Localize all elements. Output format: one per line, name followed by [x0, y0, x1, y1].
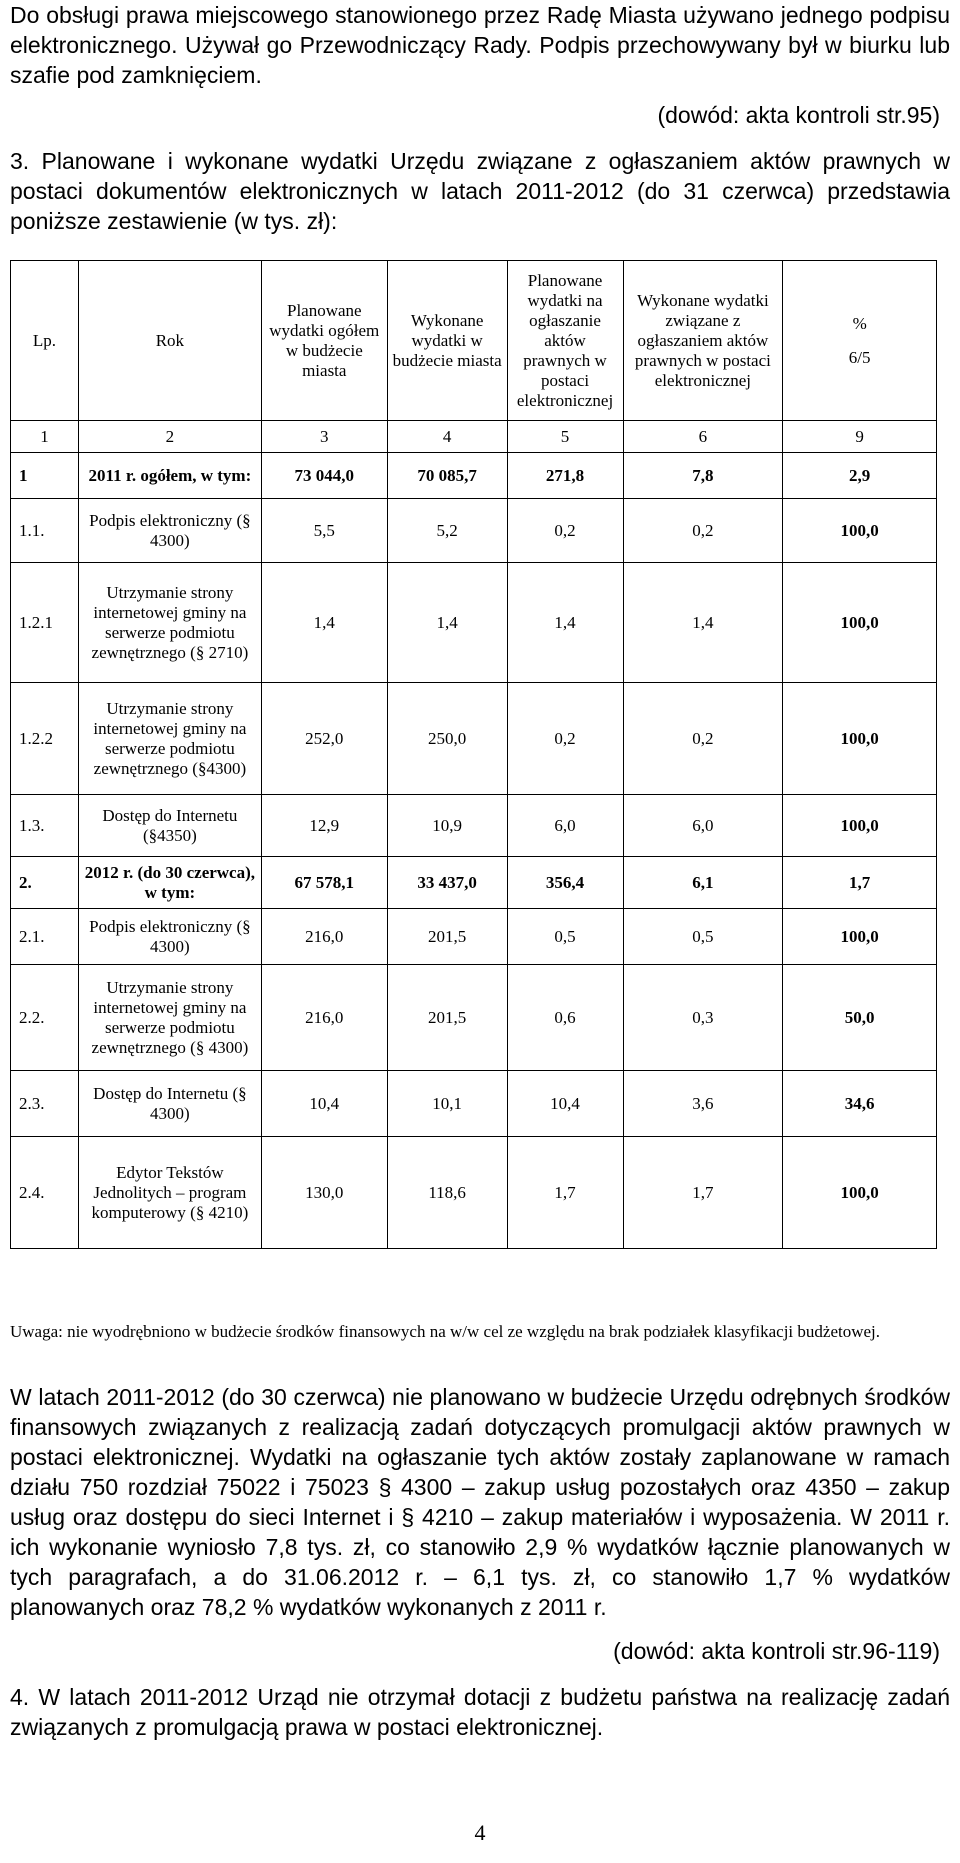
row-executed-publication: 6,0	[623, 795, 783, 857]
header-percent-formula: 6/5	[848, 347, 871, 367]
row-planned-publication: 0,2	[507, 499, 623, 563]
row-lp: 2.1.	[11, 909, 79, 965]
row-lp: 1.2.2	[11, 683, 79, 795]
column-number: 6	[623, 421, 783, 453]
row-rok: Dostęp do Internetu (§4350)	[78, 795, 261, 857]
table-row	[11, 563, 937, 683]
table-row	[11, 857, 937, 909]
row-planned-total: 216,0	[261, 965, 387, 1071]
row-percent: 1,7	[783, 857, 937, 909]
evidence-reference-1: (dowód: akta kontroli str.95)	[657, 102, 940, 128]
row-planned-publication: 271,8	[507, 453, 623, 499]
row-executed-total: 1,4	[387, 563, 507, 683]
row-planned-publication: 1,7	[507, 1137, 623, 1249]
row-planned-total: 252,0	[261, 683, 387, 795]
table-row	[11, 1137, 937, 1249]
row-executed-total: 201,5	[387, 909, 507, 965]
row-percent: 34,6	[783, 1071, 937, 1137]
row-percent: 100,0	[783, 683, 937, 795]
row-rok: 2011 r. ogółem, w tym:	[78, 453, 261, 499]
row-executed-publication: 0,3	[623, 965, 783, 1071]
column-number: 9	[783, 421, 937, 453]
row-percent: 100,0	[783, 795, 937, 857]
row-planned-total: 67 578,1	[261, 857, 387, 909]
column-number: 5	[507, 421, 623, 453]
row-planned-total: 5,5	[261, 499, 387, 563]
table-row	[11, 795, 937, 857]
row-executed-total: 201,5	[387, 965, 507, 1071]
row-lp: 1.1.	[11, 499, 79, 563]
expenditure-table	[10, 260, 937, 1249]
row-planned-publication: 6,0	[507, 795, 623, 857]
row-percent: 2,9	[783, 453, 937, 499]
row-lp: 1	[11, 453, 79, 499]
row-percent: 100,0	[783, 909, 937, 965]
row-rok: 2012 r. (do 30 czerwca), w tym:	[78, 857, 261, 909]
paragraph-3: 3. Planowane i wykonane wydatki Urzędu związane z ogłaszaniem aktów prawnych w postaci dokumentów elektronicznych w latach 2011-2012 (do 31 czerwca) przedstawia poniższe zestawienie (w tys. zł):	[10, 148, 950, 234]
column-number: 1	[11, 421, 79, 453]
row-rok: Podpis elektroniczny (§ 4300)	[78, 499, 261, 563]
column-number: 4	[387, 421, 507, 453]
header-percent-symbol: %	[852, 313, 867, 333]
row-lp: 2.3.	[11, 1071, 79, 1137]
row-lp: 1.3.	[11, 795, 79, 857]
table-row	[11, 499, 937, 563]
row-planned-total: 73 044,0	[261, 453, 387, 499]
table-row	[11, 683, 937, 795]
paragraph-signature: Do obsługi prawa miejscowego stanowionego przez Radę Miasta używano jednego podpisu elektronicznego. Używał go Przewodniczący Rady. Podpis przechowywany był w biurku lub szafie pod zamknięciem.	[10, 2, 950, 88]
row-percent: 100,0	[783, 1137, 937, 1249]
row-rok: Utrzymanie strony internetowej gminy na serwerze podmiotu zewnętrznego (§4300)	[78, 683, 261, 795]
header-executed-publication: Wykonane wydatki związane z ogłaszaniem aktów prawnych w postaci elektronicznej	[623, 261, 783, 421]
row-executed-publication: 6,1	[623, 857, 783, 909]
row-planned-total: 12,9	[261, 795, 387, 857]
row-rok: Utrzymanie strony internetowej gminy na serwerze podmiotu zewnętrznego (§ 4300)	[78, 965, 261, 1071]
row-executed-publication: 3,6	[623, 1071, 783, 1137]
column-number-row	[11, 421, 937, 453]
row-lp: 2.4.	[11, 1137, 79, 1249]
row-rok: Utrzymanie strony internetowej gminy na serwerze podmiotu zewnętrznego (§ 2710)	[78, 563, 261, 683]
table-row	[11, 1071, 937, 1137]
row-executed-publication: 0,5	[623, 909, 783, 965]
row-planned-publication: 0,2	[507, 683, 623, 795]
row-executed-total: 5,2	[387, 499, 507, 563]
row-executed-publication: 1,7	[623, 1137, 783, 1249]
row-percent: 100,0	[783, 499, 937, 563]
header-rok: Rok	[78, 261, 261, 421]
row-executed-total: 33 437,0	[387, 857, 507, 909]
row-executed-publication: 0,2	[623, 683, 783, 795]
row-planned-publication: 1,4	[507, 563, 623, 683]
row-executed-publication: 0,2	[623, 499, 783, 563]
row-planned-publication: 0,5	[507, 909, 623, 965]
row-planned-total: 10,4	[261, 1071, 387, 1137]
table-row	[11, 965, 937, 1071]
row-executed-total: 250,0	[387, 683, 507, 795]
row-executed-publication: 1,4	[623, 563, 783, 683]
row-executed-total: 10,9	[387, 795, 507, 857]
evidence-reference-2: (dowód: akta kontroli str.96-119)	[613, 1638, 940, 1664]
paragraph-body: W latach 2011-2012 (do 30 czerwca) nie planowano w budżecie Urzędu odrębnych środków finansowych związanych z realizacją zadań dotyczących promulgacji aktów prawnych w postaci elektronicznej. Wydatki na ogłaszanie tych aktów zostały zaplanowane w ramach działu 750 rozdział 75022 i 75023 § 4300 – zakup usług pozostałych oraz 4350 – zakup usług oraz dostępu do sieci Internet i § 4210 – zakup materiałów i wyposażenia. W 2011 r. ich wykonanie wyniosło 7,8 tys. zł, co stanowiło 2,9 % wydatków łącznie planowanych w tych paragrafach, a do 31.06.2012 r. – 6,1 tys. zł, co stanowiło 1,7 % wydatków planowanych oraz 78,2 % wydatków wykonanych z 2011 r.	[10, 1384, 950, 1620]
header-planned-total: Planowane wydatki ogółem w budżecie miasta	[261, 261, 387, 421]
row-executed-total: 118,6	[387, 1137, 507, 1249]
header-planned-publication: Planowane wydatki na ogłaszanie aktów prawnych w postaci elektronicznej	[507, 261, 623, 421]
row-executed-publication: 7,8	[623, 453, 783, 499]
row-lp: 1.2.1	[11, 563, 79, 683]
column-number: 2	[78, 421, 261, 453]
row-lp: 2.2.	[11, 965, 79, 1071]
row-planned-publication: 10,4	[507, 1071, 623, 1137]
row-planned-publication: 356,4	[507, 857, 623, 909]
header-lp: Lp.	[11, 261, 79, 421]
row-executed-total: 70 085,7	[387, 453, 507, 499]
row-planned-total: 1,4	[261, 563, 387, 683]
row-rok: Edytor Tekstów Jednolitych – program komputerowy (§ 4210)	[78, 1137, 261, 1249]
row-percent: 100,0	[783, 563, 937, 683]
table-note: Uwaga: nie wyodrębniono w budżecie środków finansowych na w/w cel ze względu na brak podziałek klasyfikacji budżetowej.	[10, 1322, 881, 1341]
table-row	[11, 909, 937, 965]
paragraph-4: 4. W latach 2011-2012 Urząd nie otrzymał dotacji z budżetu państwa na realizację zadań związanych z promulgacją prawa w postaci elektronicznej.	[10, 1684, 950, 1740]
row-planned-total: 216,0	[261, 909, 387, 965]
row-rok: Podpis elektroniczny (§ 4300)	[78, 909, 261, 965]
column-number: 3	[261, 421, 387, 453]
row-lp: 2.	[11, 857, 79, 909]
page-number: 4	[474, 1820, 486, 1845]
row-rok: Dostęp do Internetu (§ 4300)	[78, 1071, 261, 1137]
row-percent: 50,0	[783, 965, 937, 1071]
row-executed-total: 10,1	[387, 1071, 507, 1137]
row-planned-publication: 0,6	[507, 965, 623, 1071]
header-percent	[783, 261, 937, 421]
table-row	[11, 453, 937, 499]
row-planned-total: 130,0	[261, 1137, 387, 1249]
header-executed-total: Wykonane wydatki w budżecie miasta	[387, 261, 507, 421]
